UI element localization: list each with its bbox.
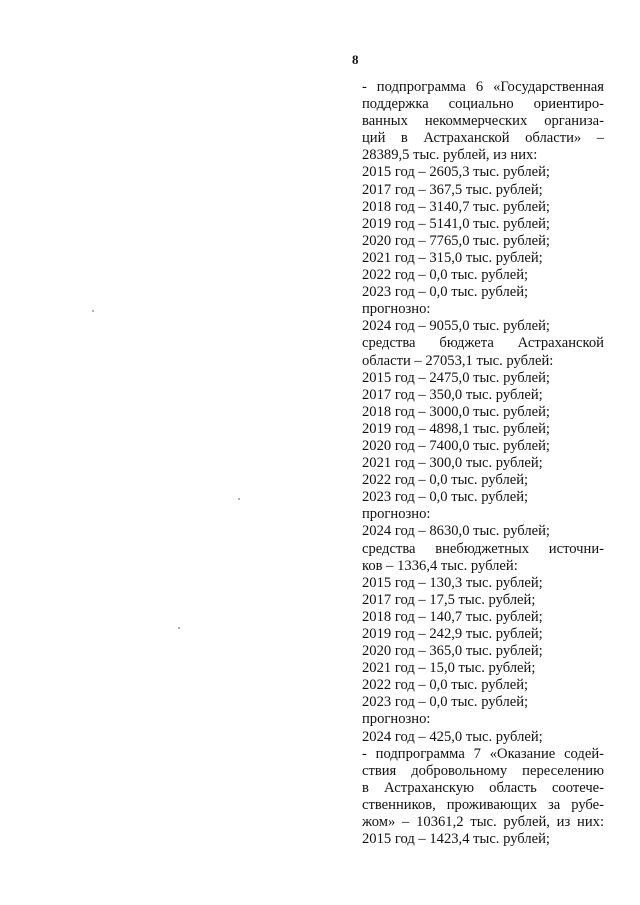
text-line: 2021 год – 315,0 тыс. рублей; <box>362 249 543 266</box>
text-line: 2022 год – 0,0 тыс. рублей; <box>362 677 529 694</box>
text-line: 2021 год – 300,0 тыс. рублей; <box>362 455 543 472</box>
text-line: ственников, проживающих за рубе- <box>362 796 604 813</box>
text-line: 2018 год – 3140,7 тыс. рублей; <box>362 198 550 215</box>
text-line: 2017 год – 17,5 тыс. рублей; <box>362 591 536 608</box>
scan-speck <box>238 498 240 500</box>
text-line: области – 27053,1 тыс. рублей: <box>362 352 554 369</box>
text-line: 2015 год – 1423,4 тыс. рублей; <box>362 831 550 848</box>
text-line: 2019 год – 242,9 тыс. рублей; <box>362 626 543 642</box>
text-line: прогнозно: <box>362 506 431 523</box>
text-line: 2015 год – 2475,0 тыс. рублей; <box>362 369 550 386</box>
page-number: 8 <box>352 52 359 67</box>
text-line: 2018 год – 140,7 тыс. рублей; <box>362 608 543 625</box>
text-line: 2015 год – 2605,3 тыс. рублей; <box>362 164 550 181</box>
text-line: 2023 год – 0,0 тыс. рублей; <box>362 284 529 301</box>
text-line: 2021 год – 15,0 тыс. рублей; <box>362 660 536 677</box>
text-line: 2015 год – 130,3 тыс. рублей; <box>362 574 543 591</box>
text-line: жом» – 10361,2 тыс. рублей, из них: <box>362 814 604 831</box>
text-line: 2018 год – 3000,0 тыс. рублей; <box>362 403 550 420</box>
text-line: 2020 год – 7765,0 тыс. рублей; <box>362 232 550 249</box>
text-line: 2023 год – 0,0 тыс. рублей; <box>362 489 529 506</box>
text-line: ванных некоммерческих организа- <box>362 113 604 130</box>
text-line: 2020 год – 7400,0 тыс. рублей; <box>362 437 550 454</box>
scan-speck <box>178 627 180 629</box>
text-line: 2022 год – 0,0 тыс. рублей; <box>362 267 529 284</box>
text-line: ствия добровольному переселению <box>362 762 604 779</box>
text-line: в Астраханскую область соотече- <box>362 779 604 796</box>
text-line: средства бюджета Астраханской <box>362 335 604 352</box>
text-line: 2022 год – 0,0 тыс. рублей; <box>362 472 529 489</box>
text-line: ций в Астраханской области» – <box>362 130 604 147</box>
text-line: - подпрограмма 7 «Оказание содей- <box>362 745 604 762</box>
text-line: средства внебюджетных источни- <box>362 540 604 557</box>
document-text-column <box>362 79 604 848</box>
text-line: прогнозно: <box>362 711 431 728</box>
text-line: ков – 1336,4 тыс. рублей: <box>362 557 518 574</box>
scan-speck <box>92 310 94 312</box>
text-line: 2024 год – 8630,0 тыс. рублей; <box>362 523 550 540</box>
text-line: - подпрограмма 6 «Государственная <box>362 79 604 95</box>
text-line: прогнозно: <box>362 301 431 318</box>
text-line: 2024 год – 9055,0 тыс. рублей; <box>362 318 550 335</box>
text-line: 2020 год – 365,0 тыс. рублей; <box>362 643 543 660</box>
text-line: 28389,5 тыс. рублей, из них: <box>362 147 538 164</box>
text-line: 2023 год – 0,0 тыс. рублей; <box>362 694 529 711</box>
text-line: 2019 год – 5141,0 тыс. рублей; <box>362 215 550 232</box>
text-line: 2024 год – 425,0 тыс. рублей; <box>362 728 543 745</box>
text-line: поддержка социально ориентиро- <box>362 96 604 113</box>
text-line: 2017 год – 367,5 тыс. рублей; <box>362 181 543 198</box>
text-line: 2019 год – 4898,1 тыс. рублей; <box>362 420 550 437</box>
text-line: 2017 год – 350,0 тыс. рублей; <box>362 386 543 403</box>
